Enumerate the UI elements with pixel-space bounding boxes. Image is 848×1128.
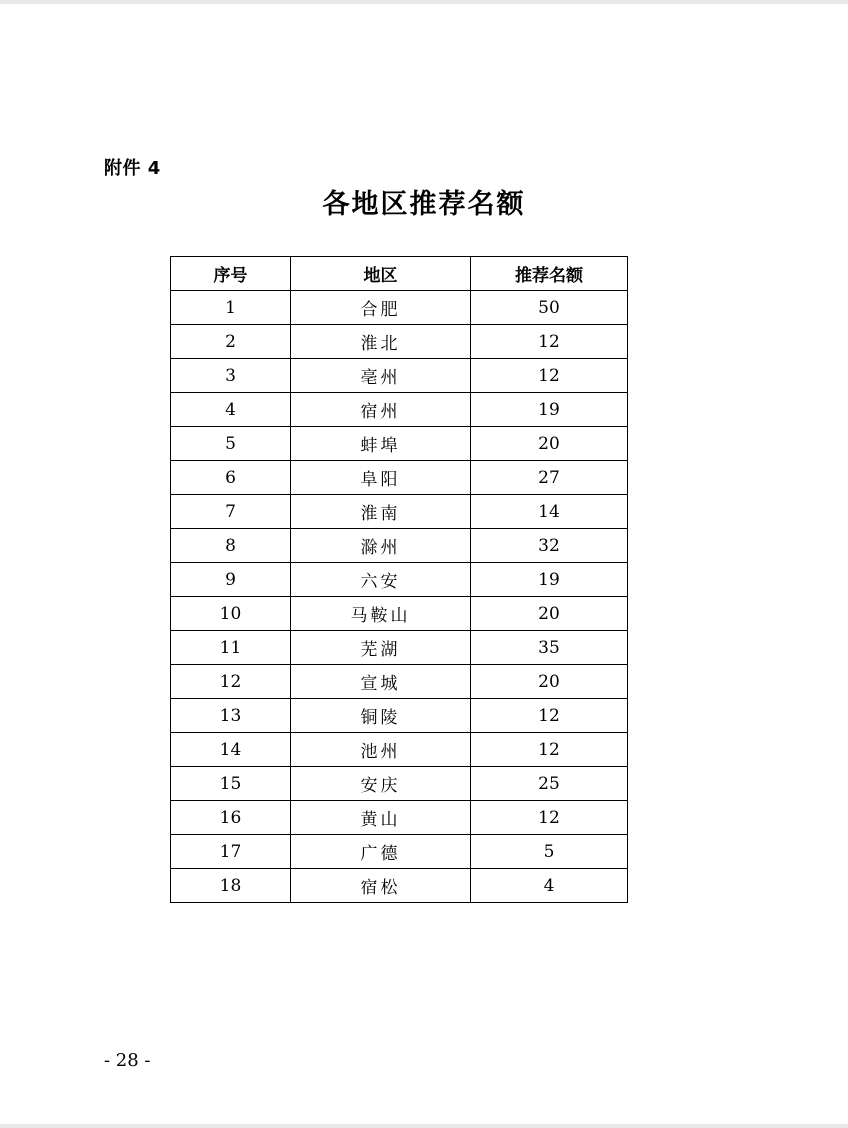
table-row [171, 597, 628, 631]
table-row [171, 699, 628, 733]
cell-region: 宣城 [291, 665, 471, 699]
table-row [171, 631, 628, 665]
header-index: 序号 [171, 257, 291, 291]
table-row [171, 733, 628, 767]
attachment-label: 附件 4 [104, 158, 161, 179]
cell-index: 8 [171, 529, 291, 563]
header-quota: 推荐名额 [471, 257, 628, 291]
table-row [171, 767, 628, 801]
table-header-row [171, 257, 628, 291]
cell-region: 黄山 [291, 801, 471, 835]
table-row [171, 461, 628, 495]
table-row [171, 325, 628, 359]
cell-index: 12 [171, 665, 291, 699]
cell-quota: 12 [471, 359, 628, 393]
cell-index: 2 [171, 325, 291, 359]
table-row [171, 835, 628, 869]
cell-quota: 19 [471, 393, 628, 427]
cell-quota: 12 [471, 325, 628, 359]
table-row [171, 869, 628, 903]
cell-region: 宿松 [291, 869, 471, 903]
cell-region: 马鞍山 [291, 597, 471, 631]
cell-index: 1 [171, 291, 291, 325]
cell-quota: 50 [471, 291, 628, 325]
cell-index: 9 [171, 563, 291, 597]
cell-region: 亳州 [291, 359, 471, 393]
table-row [171, 291, 628, 325]
cell-index: 3 [171, 359, 291, 393]
cell-region: 阜阳 [291, 461, 471, 495]
header-region: 地区 [291, 257, 471, 291]
cell-index: 7 [171, 495, 291, 529]
cell-index: 10 [171, 597, 291, 631]
cell-index: 5 [171, 427, 291, 461]
cell-region: 蚌埠 [291, 427, 471, 461]
cell-quota: 35 [471, 631, 628, 665]
page-title: 各地区推荐名额 [322, 189, 526, 220]
table-row [171, 563, 628, 597]
cell-region: 广德 [291, 835, 471, 869]
table-row [171, 495, 628, 529]
cell-region: 合肥 [291, 291, 471, 325]
cell-region: 池州 [291, 733, 471, 767]
cell-region: 六安 [291, 563, 471, 597]
page-number: - 28 - [104, 1050, 151, 1071]
cell-quota: 12 [471, 733, 628, 767]
cell-index: 16 [171, 801, 291, 835]
cell-quota: 20 [471, 427, 628, 461]
cell-index: 4 [171, 393, 291, 427]
cell-quota: 4 [471, 869, 628, 903]
table-row [171, 393, 628, 427]
cell-region: 宿州 [291, 393, 471, 427]
table-row [171, 529, 628, 563]
cell-quota: 27 [471, 461, 628, 495]
table-row [171, 359, 628, 393]
table-row [171, 427, 628, 461]
cell-index: 13 [171, 699, 291, 733]
cell-index: 17 [171, 835, 291, 869]
cell-index: 18 [171, 869, 291, 903]
cell-quota: 12 [471, 699, 628, 733]
cell-index: 15 [171, 767, 291, 801]
table-row [171, 665, 628, 699]
document-page [0, 4, 848, 1124]
cell-index: 14 [171, 733, 291, 767]
cell-quota: 20 [471, 597, 628, 631]
cell-index: 11 [171, 631, 291, 665]
cell-quota: 19 [471, 563, 628, 597]
cell-index: 6 [171, 461, 291, 495]
cell-quota: 25 [471, 767, 628, 801]
cell-region: 淮北 [291, 325, 471, 359]
cell-region: 芜湖 [291, 631, 471, 665]
quota-table [170, 256, 628, 903]
cell-region: 安庆 [291, 767, 471, 801]
cell-quota: 20 [471, 665, 628, 699]
cell-region: 淮南 [291, 495, 471, 529]
cell-quota: 14 [471, 495, 628, 529]
cell-region: 铜陵 [291, 699, 471, 733]
cell-region: 滁州 [291, 529, 471, 563]
cell-quota: 12 [471, 801, 628, 835]
cell-quota: 5 [471, 835, 628, 869]
cell-quota: 32 [471, 529, 628, 563]
table-row [171, 801, 628, 835]
